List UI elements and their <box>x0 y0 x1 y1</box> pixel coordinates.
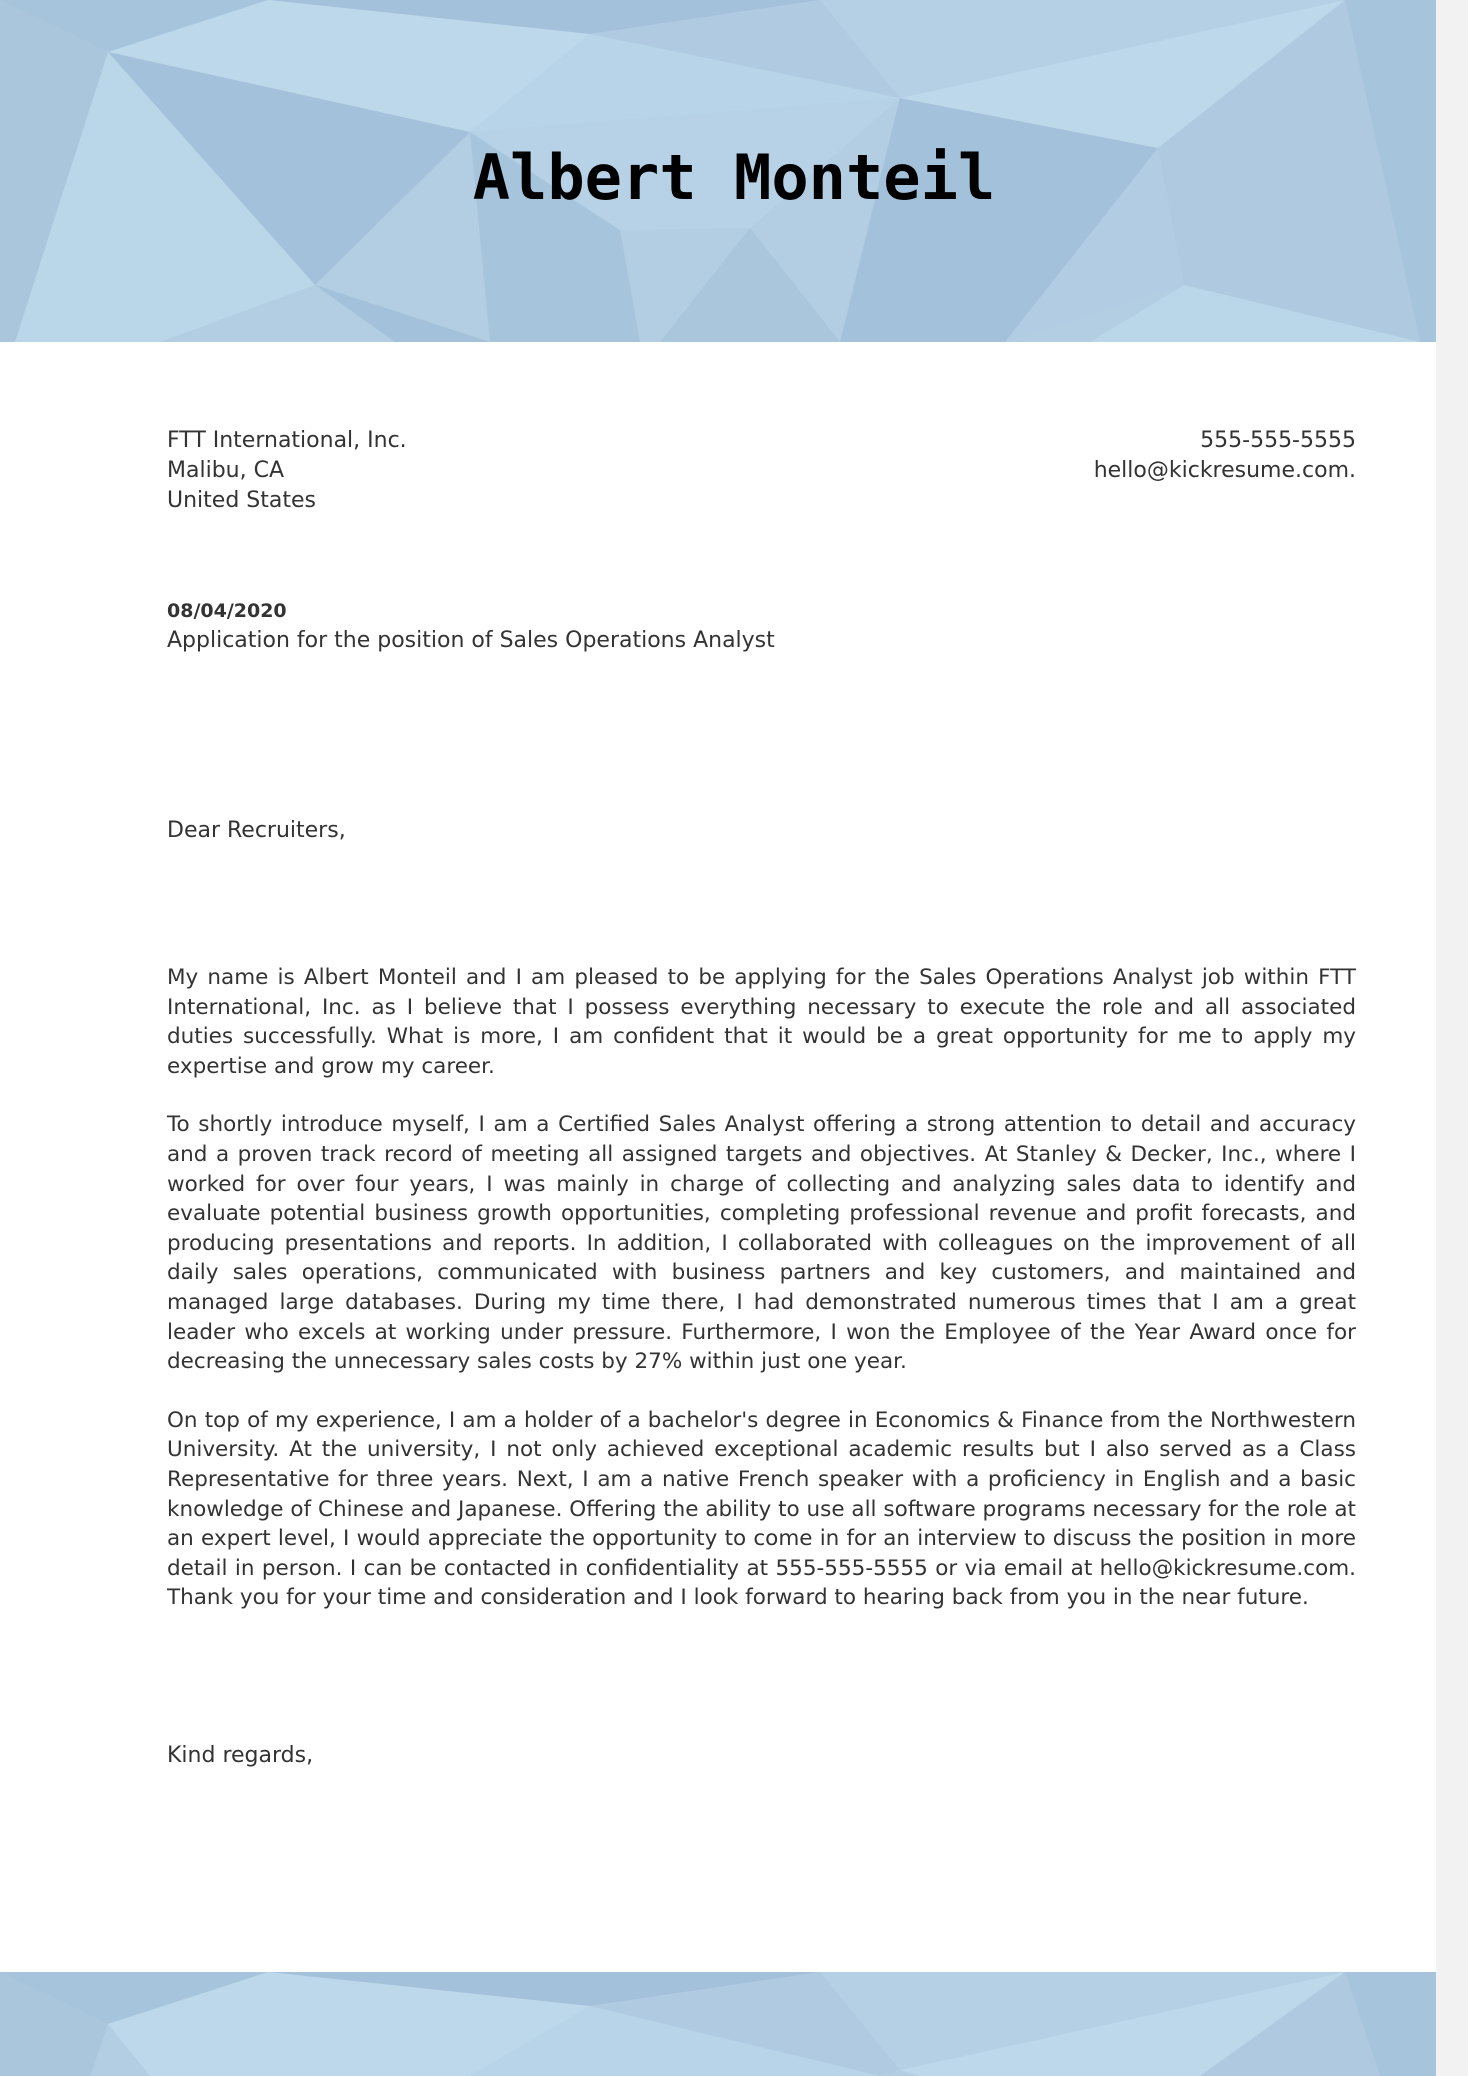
body-paragraph-2: To shortly introduce myself, I am a Certified Sales Analyst offering a strong attention to detail and accuracy and a proven track record of meeting all assigned targets and objectives. At Stanley & Decker, Inc., where I worked for over four years, I was mainly in charge of collecting and analyzing sales data to identify and evaluate potential business growth opportunities, completing professional revenue and profit forecasts, and producing presentations and reports. In addition, I collaborated with colleagues on the improvement of all daily sales operations, communicated with business partners and key customers, and maintained and managed large databases. During my time there, I had demonstrated numerous times that I am a great leader who excels at working under pressure. Furthermore, I won the Employee of the Year Award once for decreasing the unnecessary sales costs by 27% within just one year. <box>167 1112 1356 1375</box>
letter-subject: Application for the position of Sales Operations Analyst <box>167 628 775 653</box>
footer-banner <box>0 1972 1468 2076</box>
recipient-city: Malibu, CA <box>167 458 284 483</box>
letter-date: 08/04/2020 <box>167 600 287 622</box>
page-edge <box>1436 0 1468 2076</box>
letter-content <box>167 426 1356 1771</box>
sender-contact <box>1094 426 1356 516</box>
email-address: hello@kickresume.com. <box>1093 458 1356 483</box>
letter-body <box>167 963 1356 1613</box>
body-paragraph-3: On top of my experience, I am a holder of a bachelor's degree in Economics & Finance from the Northwestern University. At the university, I not only achieved exceptional academic results but I also served as a Class Representative for three years. Next, I am a native French speaker with a proficiency in English and a basic knowledge of Chinese and Japanese. Offering the ability to use all software programs necessary for the role at an expert level, I would appreciate the opportunity to come in for an interview to discuss the position in more detail in person. I can be contacted in confidentiality at 555-555-5555 or via email at hello@kickresume.com. Thank you for your time and consideration and I look forward to hearing back from you in the near future. <box>167 1407 1356 1611</box>
closing: Kind regards, <box>167 1742 314 1768</box>
footer-polygon-background <box>0 1972 1468 2076</box>
applicant-name: Albert Monteil <box>472 141 996 214</box>
salutation: Dear Recruiters, <box>167 818 346 843</box>
recipient-company: FTT International, Inc. <box>167 428 407 453</box>
address-row <box>167 426 1356 516</box>
body-paragraph-1: My name is Albert Monteil and I am pleased to be applying for the Sales Operations Analyst job within FTT International, Inc. as I believe that I possess everything necessary to execute the role and all associated duties successfully. What is more, I am confident that it would be a great opportunity for me to apply my expertise and grow my career. <box>167 965 1356 1079</box>
recipient-country: United States <box>167 488 316 513</box>
recipient-address <box>167 426 407 516</box>
phone-number: 555-555-5555 <box>1200 428 1356 453</box>
